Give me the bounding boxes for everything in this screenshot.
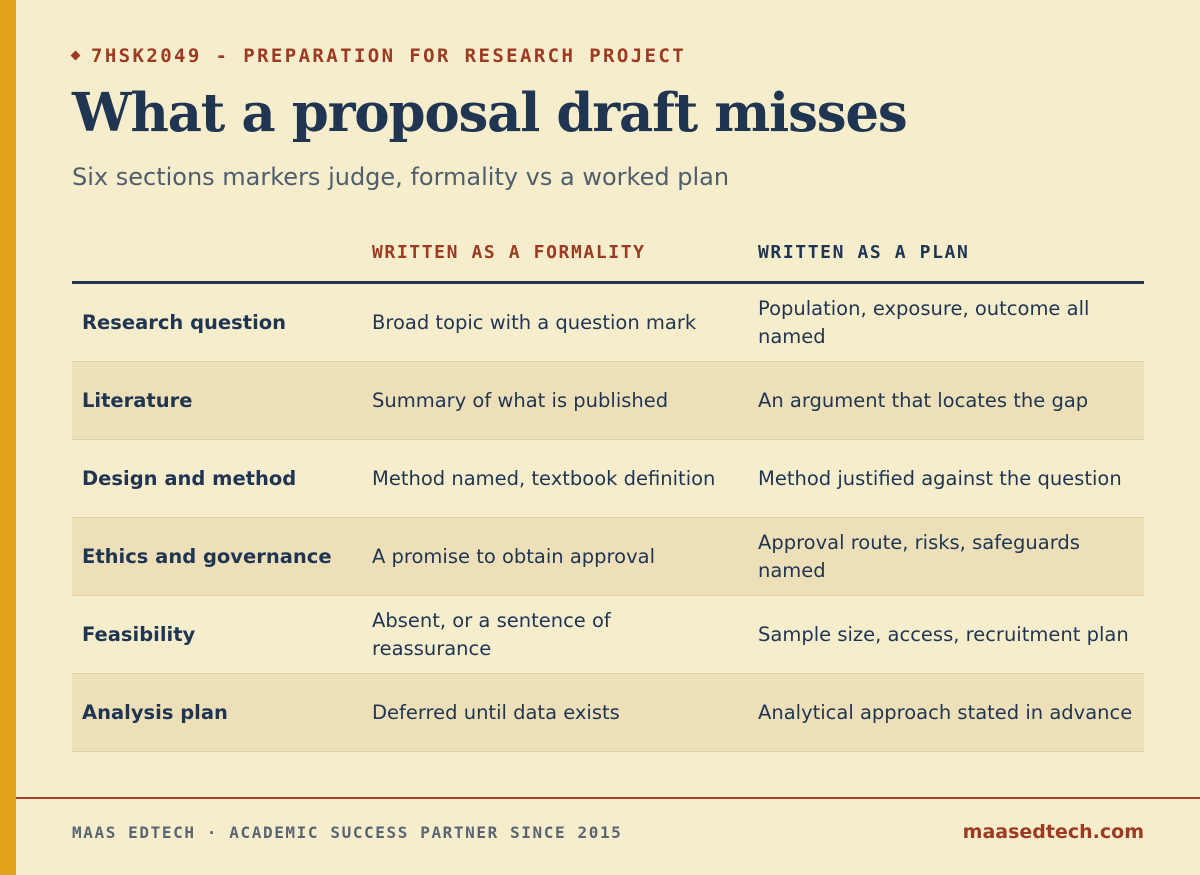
plan-cell: Population, exposure, outcome all named: [758, 296, 1090, 348]
course-code-label: 7HSK2049 - PREPARATION FOR RESEARCH PROJECT: [91, 45, 687, 67]
section-name: Research question: [82, 310, 287, 334]
section-name: Analysis plan: [82, 700, 228, 724]
formality-cell: Deferred until data exists: [372, 700, 620, 724]
table-row: [72, 362, 1144, 440]
section-name: Design and method: [82, 466, 297, 490]
section-name: Literature: [82, 388, 193, 412]
section-name: Ethics and governance: [82, 544, 332, 568]
footer-website-link[interactable]: maasedtech.com: [962, 821, 1144, 843]
diamond-icon: [71, 51, 81, 61]
plan-cell: Analytical approach stated in advance: [758, 700, 1133, 724]
plan-cell: An argument that locates the gap: [758, 388, 1089, 412]
formality-cell: Broad topic with a question mark: [372, 310, 697, 334]
table-row: [72, 440, 1144, 518]
plan-cell: Approval route, risks, safeguards named: [758, 530, 1080, 582]
page-title: What a proposal draft misses: [72, 82, 907, 144]
column-header-formality: WRITTEN AS A FORMALITY: [372, 242, 646, 263]
table-row: [72, 284, 1144, 362]
table-row: [72, 674, 1144, 752]
footer-tagline: MAAS EDTECH · ACADEMIC SUCCESS PARTNER SINCE 2015: [72, 823, 623, 842]
plan-cell: Method justified against the question: [758, 466, 1122, 490]
section-name: Feasibility: [82, 622, 196, 646]
formality-cell: A promise to obtain approval: [372, 544, 655, 568]
column-header-plan: WRITTEN AS A PLAN: [758, 242, 970, 263]
table-row: [72, 518, 1144, 596]
accent-bar: [0, 0, 16, 875]
table-header: [72, 232, 1144, 284]
formality-cell: Absent, or a sentence of reassurance: [372, 608, 611, 660]
formality-cell: Method named, textbook definition: [372, 466, 716, 490]
plan-cell: Sample size, access, recruitment plan: [758, 622, 1129, 646]
page-subtitle: Six sections markers judge, formality vs a worked plan: [72, 163, 730, 191]
table-row: [72, 596, 1144, 674]
course-eyebrow: [72, 45, 686, 67]
comparison-table: [72, 232, 1144, 752]
formality-cell: Summary of what is published: [372, 388, 669, 412]
footer-divider: [16, 797, 1200, 799]
